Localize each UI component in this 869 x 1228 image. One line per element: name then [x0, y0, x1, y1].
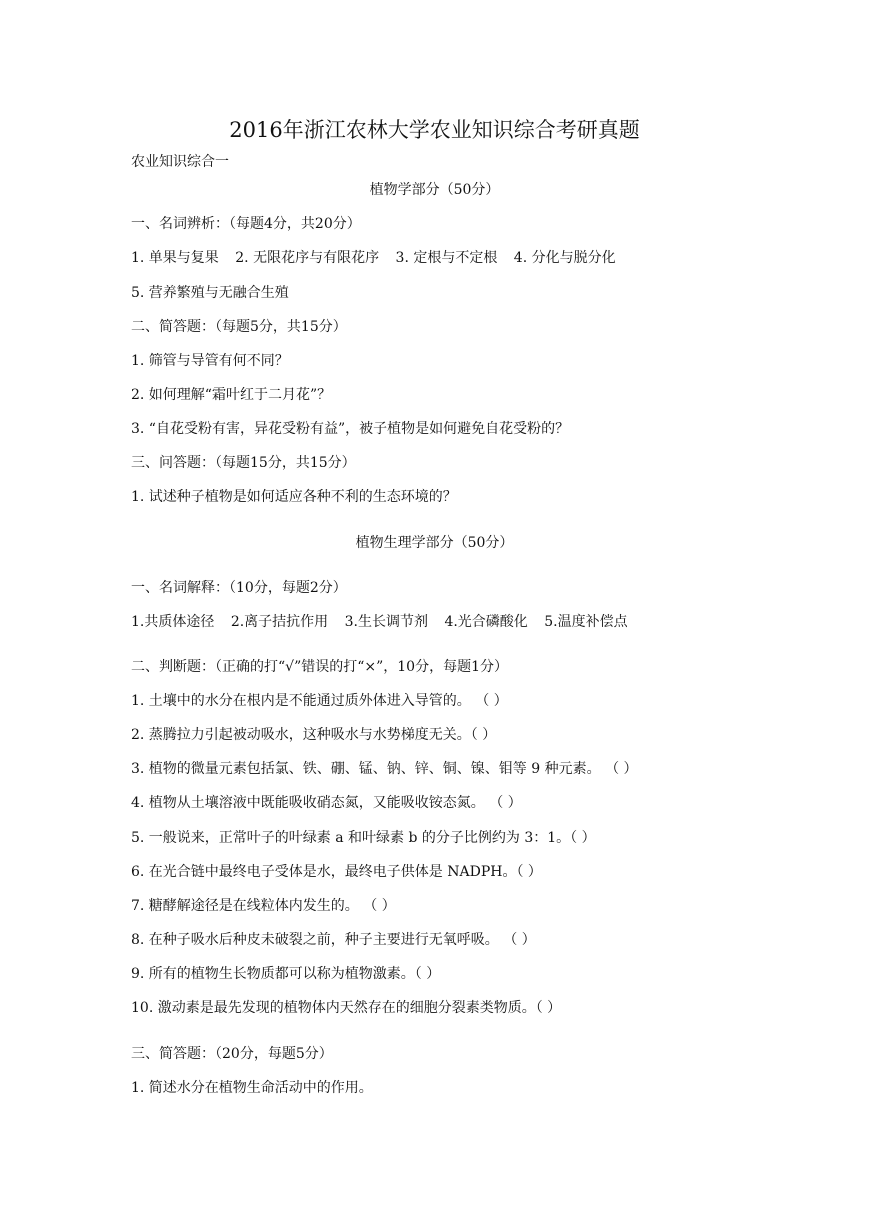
physiology-q2-header: 二、判断题：（正确的打“√”错误的打“×”，10分，每题1分）: [131, 659, 509, 675]
botany-q1-terms-row: [131, 249, 616, 267]
term-item: 5.温度补偿点: [544, 614, 628, 630]
judgment-item: 7. 糖酵解途径是在线粒体内发生的。 （ ）: [131, 898, 396, 914]
physiology-section-heading: 植物生理学部分（50分）: [355, 535, 514, 551]
term-item: 4. 分化与脱分化: [513, 250, 616, 266]
question-item: 3. “自花受粉有害，异花受粉有益”，被子植物是如何避免自花受粉的？: [131, 421, 570, 437]
physiology-q1-terms-row: [131, 613, 628, 631]
term-item: 1. 单果与复果: [131, 250, 219, 266]
physiology-q1-header: 一、名词解释：（10分，每题2分）: [131, 580, 347, 596]
botany-q3-header: 三、问答题：（每题15分，共15分）: [131, 455, 356, 471]
question-item: 1. 简述水分在植物生命活动中的作用。: [131, 1080, 373, 1096]
judgment-item: 3. 植物的微量元素包括氯、铁、硼、锰、钠、锌、铜、镍、钼等 9 种元素。 （ ）: [131, 761, 638, 777]
term-item: 2. 无限花序与有限花序: [235, 250, 380, 266]
judgment-item: 2. 蒸腾拉力引起被动吸水，这种吸水与水势梯度无关。（ ）: [131, 727, 497, 743]
judgment-item: 10. 激动素是最先发现的植物体内天然存在的细胞分裂素类物质。（ ）: [131, 1000, 562, 1016]
judgment-item: 6. 在光合链中最终电子受体是水，最终电子供体是 NADPH。（ ）: [131, 864, 542, 880]
judgment-item: 9. 所有的植物生长物质都可以称为植物激素。（ ）: [131, 966, 441, 982]
botany-q1-header: 一、名词辨析：（每题4分，共20分）: [131, 216, 361, 232]
term-item: 5. 营养繁殖与无融合生殖: [131, 285, 289, 301]
botany-q2-header: 二、简答题：（每题5分，共15分）: [131, 319, 347, 335]
term-item: 3.生长调节剂: [344, 614, 428, 630]
judgment-item: 5. 一般说来，正常叶子的叶绿素 a 和叶绿素 b 的分子比例约为 3：1。（ ）: [131, 830, 596, 846]
exam-subtitle: 农业知识综合一: [131, 154, 229, 170]
exam-title: 2016年浙江农林大学农业知识综合考研真题: [229, 118, 640, 142]
physiology-q3-header: 三、简答题：（20分，每题5分）: [131, 1046, 333, 1062]
term-item: 4.光合磷酸化: [444, 614, 528, 630]
judgment-item: 8. 在种子吸水后种皮未破裂之前，种子主要进行无氧呼吸。 （ ）: [131, 932, 536, 948]
judgment-item: 1. 土壤中的水分在根内是不能通过质外体进入导管的。 （ ）: [131, 693, 508, 709]
term-item: 3. 定根与不定根: [395, 250, 498, 266]
botany-section-heading: 植物学部分（50分）: [369, 182, 500, 198]
term-item: 2.离子拮抗作用: [230, 614, 329, 630]
question-item: 2. 如何理解“霜叶红于二月花”？: [131, 387, 332, 403]
term-item: 1.共质体途径: [131, 614, 215, 630]
judgment-item: 4. 植物从土壤溶液中既能吸收硝态氮，又能吸收铵态氮。 （ ）: [131, 795, 522, 811]
question-item: 1. 筛管与导管有何不同？: [131, 353, 289, 369]
question-item: 1. 试述种子植物是如何适应各种不利的生态环境的？: [131, 489, 457, 505]
